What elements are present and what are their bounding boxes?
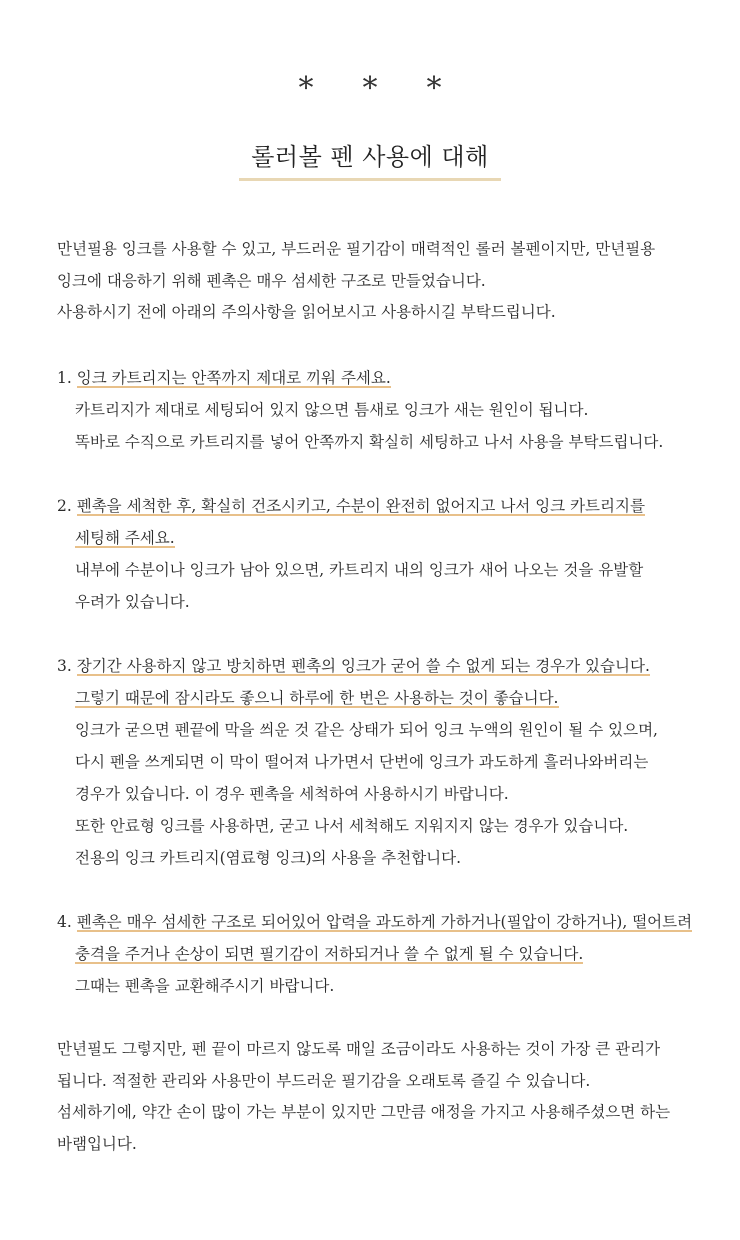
intro-line: 만년필용 잉크를 사용할 수 있고, 부드러운 필기감이 매력적인 롤러 볼펜이지만, 만년필용 (57, 240, 656, 258)
section-headline: 장기간 사용하지 않고 방치하면 펜촉의 잉크가 굳어 쓸 수 없게 되는 경우가 있습니다. (76, 657, 650, 675)
closing-line: 만년필도 그렇지만, 펜 끝이 마르지 않도록 매일 조금이라도 사용하는 것이 가장 큰 관리가 (57, 1040, 661, 1058)
section-body-line: 잉크가 굳으면 펜끝에 막을 씌운 것 같은 상태가 되어 잉크 누액의 원인이 될 수 있으며, (75, 721, 658, 739)
star-icon: * (426, 71, 442, 106)
notice-section-4 (57, 906, 707, 1002)
section-body-line: 경우가 있습니다. 이 경우 펜촉을 세척하여 사용하시기 바랍니다. (75, 785, 509, 803)
section-body-line: 내부에 수분이나 잉크가 남아 있으면, 카트리지 내의 잉크가 새어 나오는 것을 유발할 (75, 561, 644, 579)
closing-line: 됩니다. 적절한 관리와 사용만이 부드러운 필기감을 오래토록 즐길 수 있습니다. (57, 1071, 591, 1090)
section-body-line: 그때는 펜촉을 교환해주시기 바랍니다. (75, 977, 335, 995)
closing-line: 바램입니다. (57, 1134, 137, 1153)
section-number: 1. (57, 369, 72, 387)
notice-section-2 (57, 490, 707, 618)
star-icon: * (362, 71, 378, 106)
notice-section-1 (57, 362, 707, 458)
intro-line: 사용하시기 전에 아래의 주의사항을 읽어보시고 사용하시길 부탁드립니다. (57, 303, 556, 321)
intro-line: 잉크에 대응하기 위해 펜촉은 매우 섬세한 구조로 만들었습니다. (57, 271, 486, 290)
closing-paragraph (57, 1034, 697, 1160)
section-number: 3. (57, 657, 72, 675)
section-headline: 세팅해 주세요. (75, 529, 175, 547)
section-body-line: 카트리지가 제대로 세팅되어 있지 않으면 틈새로 잉크가 새는 원인이 됩니다. (75, 401, 589, 419)
section-body-line: 똑바로 수직으로 카트리지를 넣어 안쪽까지 확실히 세팅하고 나서 사용을 부탁드립니다. (75, 433, 664, 451)
section-body-line: 또한 안료형 잉크를 사용하면, 굳고 나서 세척해도 지워지지 않는 경우가 있습니다. (75, 817, 629, 835)
section-headline: 그렇기 때문에 잠시라도 좋으니 하루에 한 번은 사용하는 것이 좋습니다. (75, 689, 559, 707)
section-headline: 잉크 카트리지는 안쪽까지 제대로 끼워 주세요. (76, 369, 391, 387)
section-body-line: 다시 펜을 쓰게되면 이 막이 떨어져 나가면서 단번에 잉크가 과도하게 흘러나와버리는 (75, 753, 649, 771)
section-number: 2. (57, 497, 72, 515)
notice-section-3 (57, 650, 707, 874)
section-number: 4. (57, 913, 72, 931)
star-icon: * (298, 71, 314, 106)
section-body-line: 우려가 있습니다. (75, 593, 190, 611)
section-headline: 충격을 주거나 손상이 되면 필기감이 저하되거나 쓸 수 없게 될 수 있습니다. (75, 945, 584, 963)
intro-paragraph (57, 234, 697, 329)
section-headline: 펜촉을 세척한 후, 확실히 건조시키고, 수분이 완전히 없어지고 나서 잉크 카트리지를 (76, 497, 645, 515)
section-headline: 펜촉은 매우 섬세한 구조로 되어있어 압력을 과도하게 가하거나(필압이 강하거나), 떨어트려 (76, 913, 693, 931)
decorative-stars (0, 72, 740, 106)
section-body-line: 전용의 잉크 카트리지(염료형 잉크)의 사용을 추천합니다. (75, 849, 462, 867)
closing-line: 섬세하기에, 약간 손이 많이 가는 부분이 있지만 그만큼 애정을 가지고 사용해주셨으면 하는 (57, 1103, 671, 1121)
page-title: 롤러볼 펜 사용에 대해 (239, 140, 501, 181)
